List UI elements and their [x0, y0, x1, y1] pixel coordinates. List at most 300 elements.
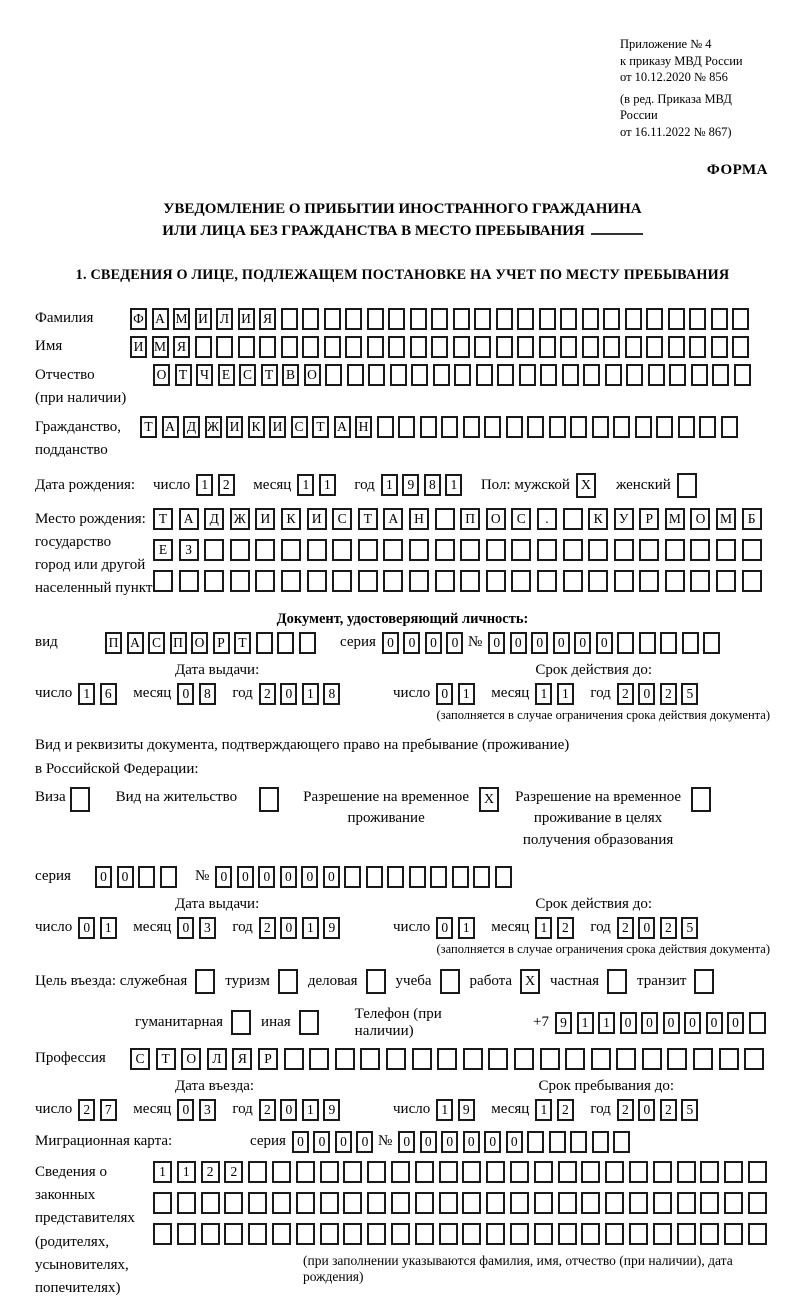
- form-cell[interactable]: [581, 1223, 600, 1245]
- form-cell[interactable]: [325, 364, 342, 386]
- form-cell[interactable]: 9: [323, 1099, 340, 1121]
- form-cell[interactable]: [391, 1223, 410, 1245]
- form-cell[interactable]: С: [148, 632, 165, 654]
- form-cell[interactable]: [332, 539, 352, 561]
- form-cell[interactable]: [646, 336, 663, 358]
- form-cell[interactable]: 1: [535, 683, 552, 705]
- form-cell[interactable]: 0: [638, 1099, 655, 1121]
- form-cell[interactable]: А: [152, 308, 169, 330]
- form-cell[interactable]: [462, 1192, 481, 1214]
- form-cell[interactable]: 0: [301, 866, 318, 888]
- form-cell[interactable]: И: [195, 308, 212, 330]
- form-cell[interactable]: [677, 1161, 696, 1183]
- form-cell[interactable]: Е: [153, 539, 173, 561]
- form-cell[interactable]: [639, 570, 659, 592]
- form-cell[interactable]: [463, 1048, 483, 1070]
- form-cell[interactable]: [558, 1223, 577, 1245]
- form-cell[interactable]: [195, 969, 215, 994]
- form-cell[interactable]: [495, 866, 512, 888]
- form-cell[interactable]: [383, 539, 403, 561]
- form-cell[interactable]: [540, 364, 557, 386]
- form-cell[interactable]: 0: [420, 1131, 437, 1153]
- form-cell[interactable]: [435, 508, 455, 530]
- form-cell[interactable]: [324, 308, 341, 330]
- form-cell[interactable]: 5: [681, 917, 698, 939]
- form-cell[interactable]: [605, 1192, 624, 1214]
- form-cell[interactable]: 0: [663, 1012, 680, 1034]
- form-cell[interactable]: [605, 364, 622, 386]
- form-cell[interactable]: [299, 632, 316, 654]
- form-cell[interactable]: [345, 308, 362, 330]
- form-cell[interactable]: 1: [381, 474, 398, 496]
- form-cell[interactable]: [496, 308, 513, 330]
- form-cell[interactable]: 0: [117, 866, 134, 888]
- form-cell[interactable]: [248, 1161, 267, 1183]
- form-cell[interactable]: [296, 1161, 315, 1183]
- form-cell[interactable]: О: [191, 632, 208, 654]
- form-cell[interactable]: А: [127, 632, 144, 654]
- form-cell[interactable]: [195, 336, 212, 358]
- form-cell[interactable]: А: [162, 416, 179, 438]
- form-cell[interactable]: [320, 1192, 339, 1214]
- form-cell[interactable]: [410, 308, 427, 330]
- form-cell[interactable]: [358, 570, 378, 592]
- form-cell[interactable]: [570, 416, 587, 438]
- form-cell[interactable]: [496, 336, 513, 358]
- form-cell[interactable]: [70, 787, 90, 812]
- form-cell[interactable]: С: [511, 508, 531, 530]
- form-cell[interactable]: [646, 308, 663, 330]
- form-cell[interactable]: [391, 1192, 410, 1214]
- form-cell[interactable]: 0: [488, 632, 505, 654]
- form-cell[interactable]: О: [181, 1048, 201, 1070]
- form-cell[interactable]: Т: [175, 364, 192, 386]
- form-cell[interactable]: [690, 539, 710, 561]
- form-cell[interactable]: Р: [639, 508, 659, 530]
- form-cell[interactable]: [581, 1161, 600, 1183]
- form-cell[interactable]: [534, 1192, 553, 1214]
- form-cell[interactable]: [534, 1161, 553, 1183]
- form-cell[interactable]: [724, 1161, 743, 1183]
- form-cell[interactable]: [712, 364, 729, 386]
- form-cell[interactable]: [742, 570, 762, 592]
- form-cell[interactable]: [412, 1048, 432, 1070]
- form-cell[interactable]: [486, 1192, 505, 1214]
- form-cell[interactable]: 2: [557, 1099, 574, 1121]
- form-cell[interactable]: З: [179, 539, 199, 561]
- form-cell[interactable]: 2: [201, 1161, 220, 1183]
- form-cell[interactable]: [278, 969, 298, 994]
- form-cell[interactable]: 1: [598, 1012, 615, 1034]
- form-cell[interactable]: С: [130, 1048, 150, 1070]
- form-cell[interactable]: П: [170, 632, 187, 654]
- form-cell[interactable]: [582, 308, 599, 330]
- form-cell[interactable]: 9: [323, 917, 340, 939]
- form-cell[interactable]: 0: [403, 632, 420, 654]
- form-cell[interactable]: У: [614, 508, 634, 530]
- form-cell[interactable]: Т: [153, 508, 173, 530]
- form-cell[interactable]: [626, 364, 643, 386]
- form-cell[interactable]: К: [248, 416, 265, 438]
- form-cell[interactable]: [387, 866, 404, 888]
- form-cell[interactable]: [603, 308, 620, 330]
- form-cell[interactable]: 2: [557, 917, 574, 939]
- form-cell[interactable]: 0: [574, 632, 591, 654]
- form-cell[interactable]: [691, 787, 711, 812]
- form-cell[interactable]: 3: [199, 917, 216, 939]
- form-cell[interactable]: 0: [531, 632, 548, 654]
- form-cell[interactable]: 0: [620, 1012, 637, 1034]
- form-cell[interactable]: [742, 539, 762, 561]
- form-cell[interactable]: [201, 1192, 220, 1214]
- form-cell[interactable]: [744, 1048, 764, 1070]
- form-cell[interactable]: [690, 570, 710, 592]
- form-cell[interactable]: 1: [302, 1099, 319, 1121]
- form-cell[interactable]: [699, 416, 716, 438]
- form-cell[interactable]: [391, 1161, 410, 1183]
- form-cell[interactable]: [519, 364, 536, 386]
- form-cell[interactable]: [324, 336, 341, 358]
- form-cell[interactable]: [277, 632, 294, 654]
- form-cell[interactable]: [527, 1131, 544, 1153]
- form-cell[interactable]: [724, 1223, 743, 1245]
- form-cell[interactable]: Б: [742, 508, 762, 530]
- form-cell[interactable]: [616, 1048, 636, 1070]
- form-cell[interactable]: П: [105, 632, 122, 654]
- form-cell[interactable]: А: [179, 508, 199, 530]
- form-cell[interactable]: [439, 1223, 458, 1245]
- form-cell[interactable]: Т: [156, 1048, 176, 1070]
- form-cell[interactable]: [748, 1223, 767, 1245]
- form-cell[interactable]: [390, 364, 407, 386]
- form-cell[interactable]: [614, 570, 634, 592]
- form-cell[interactable]: [748, 1161, 767, 1183]
- form-cell[interactable]: [486, 1161, 505, 1183]
- form-cell[interactable]: [724, 1192, 743, 1214]
- form-cell[interactable]: [639, 632, 656, 654]
- form-cell[interactable]: 0: [506, 1131, 523, 1153]
- form-cell[interactable]: [343, 1161, 362, 1183]
- form-cell[interactable]: Т: [358, 508, 378, 530]
- form-cell[interactable]: М: [716, 508, 736, 530]
- form-cell[interactable]: [562, 364, 579, 386]
- form-cell[interactable]: [677, 1192, 696, 1214]
- form-cell[interactable]: [409, 539, 429, 561]
- form-cell[interactable]: [497, 364, 514, 386]
- form-cell[interactable]: [398, 416, 415, 438]
- form-cell[interactable]: 0: [177, 1099, 194, 1121]
- form-cell[interactable]: 0: [398, 1131, 415, 1153]
- form-cell[interactable]: [347, 364, 364, 386]
- form-cell[interactable]: 2: [660, 683, 677, 705]
- form-cell[interactable]: [677, 1223, 696, 1245]
- form-cell[interactable]: [677, 473, 697, 498]
- form-cell[interactable]: 0: [280, 917, 297, 939]
- form-cell[interactable]: 1: [78, 683, 95, 705]
- form-cell[interactable]: [343, 1192, 362, 1214]
- form-cell[interactable]: 0: [638, 917, 655, 939]
- form-cell[interactable]: [570, 1131, 587, 1153]
- form-cell[interactable]: [678, 416, 695, 438]
- form-cell[interactable]: [386, 1048, 406, 1070]
- form-cell[interactable]: [388, 308, 405, 330]
- form-cell[interactable]: [454, 364, 471, 386]
- form-cell[interactable]: [510, 1192, 529, 1214]
- form-cell[interactable]: 5: [681, 683, 698, 705]
- form-cell[interactable]: 1: [153, 1161, 172, 1183]
- form-cell[interactable]: [248, 1192, 267, 1214]
- form-cell[interactable]: [431, 336, 448, 358]
- form-cell[interactable]: 0: [441, 1131, 458, 1153]
- form-cell[interactable]: [299, 1010, 319, 1035]
- form-cell[interactable]: Я: [232, 1048, 252, 1070]
- form-cell[interactable]: [682, 632, 699, 654]
- form-cell[interactable]: [563, 570, 583, 592]
- form-cell[interactable]: [224, 1223, 243, 1245]
- form-cell[interactable]: Л: [207, 1048, 227, 1070]
- form-cell[interactable]: [484, 416, 501, 438]
- form-cell[interactable]: [539, 336, 556, 358]
- form-cell[interactable]: И: [307, 508, 327, 530]
- form-cell[interactable]: [716, 539, 736, 561]
- form-cell[interactable]: М: [152, 336, 169, 358]
- form-cell[interactable]: Д: [183, 416, 200, 438]
- form-cell[interactable]: [514, 1048, 534, 1070]
- form-cell[interactable]: [302, 336, 319, 358]
- form-cell[interactable]: [439, 1161, 458, 1183]
- form-cell[interactable]: [281, 336, 298, 358]
- form-cell[interactable]: [721, 416, 738, 438]
- form-cell[interactable]: 1: [458, 683, 475, 705]
- form-cell[interactable]: [358, 539, 378, 561]
- form-cell[interactable]: [582, 336, 599, 358]
- form-cell[interactable]: [463, 416, 480, 438]
- form-cell[interactable]: [656, 416, 673, 438]
- form-cell[interactable]: Н: [409, 508, 429, 530]
- form-cell[interactable]: [367, 1161, 386, 1183]
- form-cell[interactable]: [711, 308, 728, 330]
- form-cell[interactable]: [383, 570, 403, 592]
- form-cell[interactable]: [603, 336, 620, 358]
- form-cell[interactable]: И: [255, 508, 275, 530]
- form-cell[interactable]: [558, 1161, 577, 1183]
- form-cell[interactable]: [452, 866, 469, 888]
- form-cell[interactable]: [177, 1223, 196, 1245]
- form-cell[interactable]: [259, 336, 276, 358]
- form-cell[interactable]: [511, 539, 531, 561]
- form-cell[interactable]: 8: [424, 474, 441, 496]
- form-cell[interactable]: [488, 1048, 508, 1070]
- form-cell[interactable]: [272, 1161, 291, 1183]
- form-cell[interactable]: [435, 570, 455, 592]
- form-cell[interactable]: [335, 1048, 355, 1070]
- form-cell[interactable]: А: [334, 416, 351, 438]
- form-cell[interactable]: [734, 364, 751, 386]
- form-cell[interactable]: [539, 308, 556, 330]
- form-cell[interactable]: Ж: [230, 508, 250, 530]
- form-cell[interactable]: [388, 336, 405, 358]
- form-cell[interactable]: [415, 1161, 434, 1183]
- form-cell[interactable]: [614, 539, 634, 561]
- form-cell[interactable]: О: [486, 508, 506, 530]
- form-cell[interactable]: [453, 308, 470, 330]
- form-cell[interactable]: [592, 416, 609, 438]
- form-cell[interactable]: [486, 570, 506, 592]
- form-cell[interactable]: [272, 1192, 291, 1214]
- form-cell[interactable]: [366, 969, 386, 994]
- form-cell[interactable]: [281, 539, 301, 561]
- form-cell[interactable]: [230, 570, 250, 592]
- form-cell[interactable]: [410, 336, 427, 358]
- form-cell[interactable]: 0: [463, 1131, 480, 1153]
- form-cell[interactable]: [629, 1223, 648, 1245]
- form-cell[interactable]: [588, 570, 608, 592]
- form-cell[interactable]: 1: [319, 474, 336, 496]
- form-cell[interactable]: Т: [261, 364, 278, 386]
- form-cell[interactable]: [284, 1048, 304, 1070]
- form-cell[interactable]: [255, 570, 275, 592]
- form-cell[interactable]: [433, 364, 450, 386]
- form-cell[interactable]: 1: [557, 683, 574, 705]
- form-cell[interactable]: Р: [258, 1048, 278, 1070]
- form-cell[interactable]: Я: [259, 308, 276, 330]
- form-cell[interactable]: [153, 1223, 172, 1245]
- form-cell[interactable]: [591, 1048, 611, 1070]
- form-cell[interactable]: [549, 416, 566, 438]
- form-cell[interactable]: М: [173, 308, 190, 330]
- form-cell[interactable]: [343, 1223, 362, 1245]
- form-cell[interactable]: [506, 416, 523, 438]
- form-cell[interactable]: [560, 308, 577, 330]
- form-cell[interactable]: 1: [297, 474, 314, 496]
- form-cell[interactable]: Ж: [205, 416, 222, 438]
- form-cell[interactable]: [510, 1161, 529, 1183]
- form-cell[interactable]: Я: [173, 336, 190, 358]
- form-cell[interactable]: [588, 539, 608, 561]
- form-cell[interactable]: [486, 539, 506, 561]
- form-cell[interactable]: [486, 1223, 505, 1245]
- form-cell[interactable]: [563, 508, 583, 530]
- form-cell[interactable]: [281, 570, 301, 592]
- form-cell[interactable]: 0: [177, 683, 194, 705]
- form-cell[interactable]: [639, 539, 659, 561]
- form-cell[interactable]: Н: [355, 416, 372, 438]
- form-cell[interactable]: Ч: [196, 364, 213, 386]
- form-cell[interactable]: [138, 866, 155, 888]
- form-cell[interactable]: [617, 632, 634, 654]
- form-cell[interactable]: О: [690, 508, 710, 530]
- form-cell[interactable]: [437, 1048, 457, 1070]
- form-cell[interactable]: Е: [218, 364, 235, 386]
- form-cell[interactable]: 2: [259, 683, 276, 705]
- form-cell[interactable]: Р: [213, 632, 230, 654]
- form-cell[interactable]: [667, 1048, 687, 1070]
- form-cell[interactable]: X: [520, 969, 540, 994]
- form-cell[interactable]: [238, 336, 255, 358]
- form-cell[interactable]: [511, 570, 531, 592]
- form-cell[interactable]: 2: [259, 917, 276, 939]
- form-cell[interactable]: 0: [335, 1131, 352, 1153]
- form-cell[interactable]: X: [479, 787, 499, 812]
- form-cell[interactable]: 0: [425, 632, 442, 654]
- form-cell[interactable]: [700, 1192, 719, 1214]
- form-cell[interactable]: [415, 1223, 434, 1245]
- form-cell[interactable]: [435, 539, 455, 561]
- form-cell[interactable]: О: [304, 364, 321, 386]
- form-cell[interactable]: [307, 539, 327, 561]
- form-cell[interactable]: [248, 1223, 267, 1245]
- form-cell[interactable]: 2: [660, 1099, 677, 1121]
- form-cell[interactable]: 0: [356, 1131, 373, 1153]
- form-cell[interactable]: [460, 570, 480, 592]
- form-cell[interactable]: И: [130, 336, 147, 358]
- form-cell[interactable]: [409, 570, 429, 592]
- form-cell[interactable]: 9: [555, 1012, 572, 1034]
- form-cell[interactable]: [430, 866, 447, 888]
- form-cell[interactable]: [537, 570, 557, 592]
- form-cell[interactable]: Л: [216, 308, 233, 330]
- form-cell[interactable]: Д: [204, 508, 224, 530]
- form-cell[interactable]: [296, 1192, 315, 1214]
- form-cell[interactable]: [320, 1223, 339, 1245]
- form-cell[interactable]: 0: [641, 1012, 658, 1034]
- form-cell[interactable]: К: [281, 508, 301, 530]
- form-cell[interactable]: 8: [323, 683, 340, 705]
- form-cell[interactable]: [230, 539, 250, 561]
- form-cell[interactable]: Т: [312, 416, 329, 438]
- form-cell[interactable]: С: [239, 364, 256, 386]
- form-cell[interactable]: [344, 866, 361, 888]
- form-cell[interactable]: [581, 1192, 600, 1214]
- form-cell[interactable]: 0: [215, 866, 232, 888]
- form-cell[interactable]: А: [383, 508, 403, 530]
- form-cell[interactable]: 1: [177, 1161, 196, 1183]
- form-cell[interactable]: 0: [323, 866, 340, 888]
- form-cell[interactable]: [320, 1161, 339, 1183]
- form-cell[interactable]: 1: [535, 917, 552, 939]
- form-cell[interactable]: [411, 364, 428, 386]
- form-cell[interactable]: [367, 308, 384, 330]
- form-cell[interactable]: 0: [436, 683, 453, 705]
- form-cell[interactable]: [204, 539, 224, 561]
- form-cell[interactable]: [719, 1048, 739, 1070]
- form-cell[interactable]: И: [269, 416, 286, 438]
- form-cell[interactable]: [367, 336, 384, 358]
- form-cell[interactable]: [549, 1131, 566, 1153]
- form-cell[interactable]: [224, 1192, 243, 1214]
- form-cell[interactable]: 0: [706, 1012, 723, 1034]
- form-cell[interactable]: 8: [199, 683, 216, 705]
- form-cell[interactable]: 1: [436, 1099, 453, 1121]
- form-cell[interactable]: [453, 336, 470, 358]
- form-cell[interactable]: [272, 1223, 291, 1245]
- form-cell[interactable]: О: [153, 364, 170, 386]
- form-cell[interactable]: [177, 1192, 196, 1214]
- form-cell[interactable]: [613, 1131, 630, 1153]
- form-cell[interactable]: 3: [199, 1099, 216, 1121]
- form-cell[interactable]: [605, 1161, 624, 1183]
- form-cell[interactable]: 0: [436, 917, 453, 939]
- form-cell[interactable]: П: [460, 508, 480, 530]
- form-cell[interactable]: [648, 364, 665, 386]
- form-cell[interactable]: [635, 416, 652, 438]
- form-cell[interactable]: 6: [100, 683, 117, 705]
- form-cell[interactable]: [653, 1161, 672, 1183]
- form-cell[interactable]: 0: [510, 632, 527, 654]
- form-cell[interactable]: 7: [100, 1099, 117, 1121]
- form-cell[interactable]: 0: [280, 866, 297, 888]
- form-cell[interactable]: X: [576, 473, 596, 498]
